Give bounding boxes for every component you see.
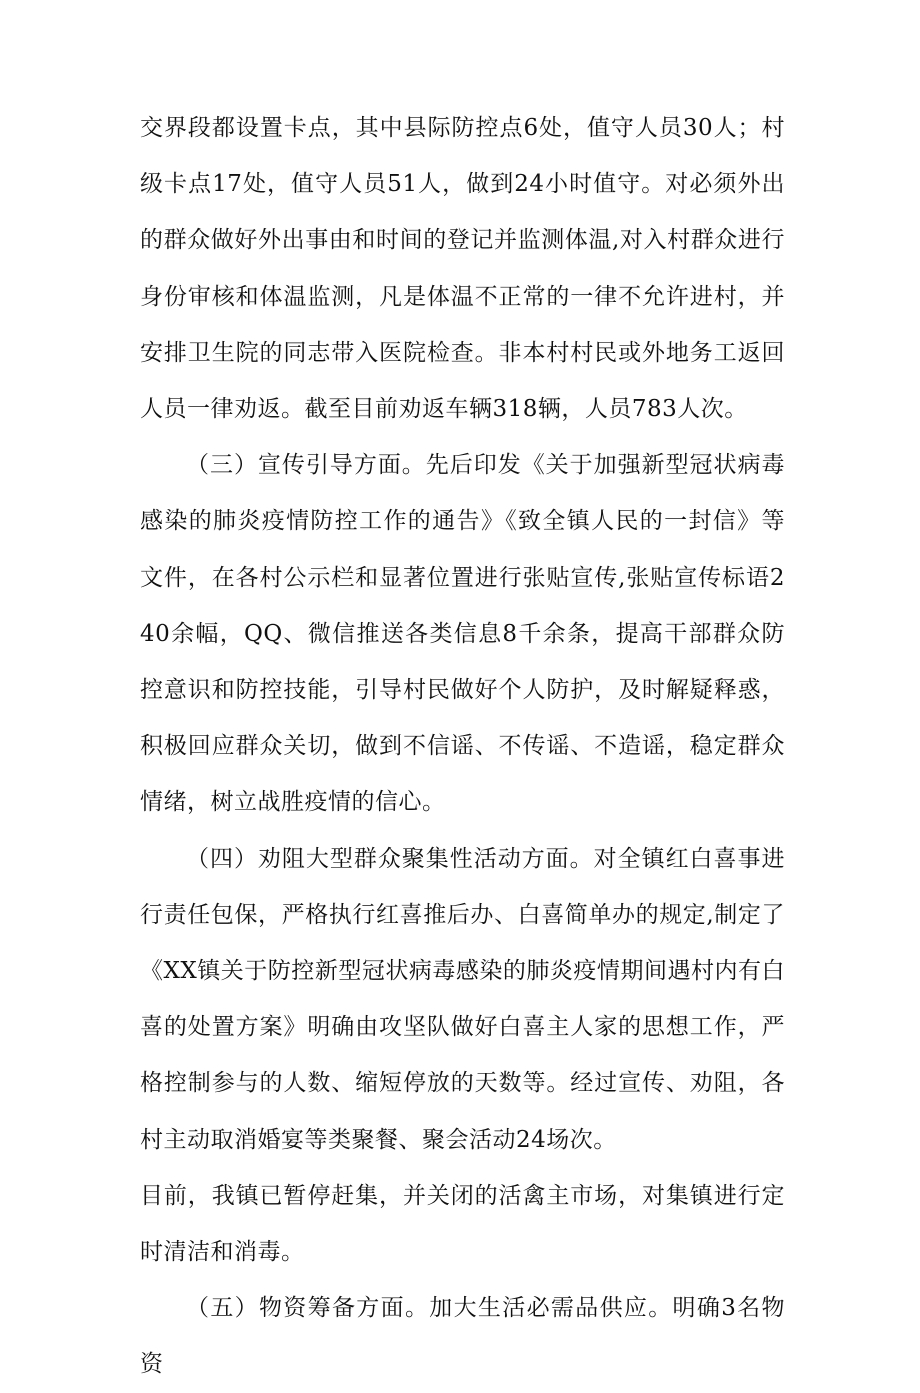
paragraph-market-closure: 目前，我镇已暂停赶集，并关闭的活禽主市场，对集镇进行定时清洁和消毒。 — [140, 1182, 785, 1266]
paragraph-checkpoints: 交界段都设置卡点，其中县际防控点6处，值守人员30人；村级卡点17处，值守人员51人，做到24小时值守。对必须外出的群众做好外出事由和时间的登记并监测体温,对入村群众进行身份审核和体温监测，凡是体温不正常的一律不允许进村，并安排卫生院的同志带入医院检查。非本村村民或外地务工返回人员一律劝返。截至目前劝返车辆318辆，人员783人次。 — [140, 115, 785, 423]
document-page — [140, 100, 785, 1393]
paragraph-publicity: （三）宣传引导方面。先后印发《关于加强新型冠状病毒感染的肺炎疫情防控工作的通告》《致全镇人民的一封信》等文件，在各村公示栏和显著位置进行张贴宣传,张贴宣传标语240余幅，QQ、微信推送各类信息8千余条，提高干部群众防控意识和防控技能，引导村民做好个人防护，及时解疑释惑，积极回应群众关切，做到不信谣、不传谣、不造谣，稳定群众情绪，树立战胜疫情的信心。 — [140, 452, 785, 816]
paragraph-gatherings: （四）劝阻大型群众聚集性活动方面。对全镇红白喜事进行责任包保，严格执行红喜推后办、白喜简单办的规定,制定了《XX镇关于防控新型冠状病毒感染的肺炎疫情期间遇村内有白喜的处置方案》明确由攻坚队做好白喜主人家的思想工作，严格控制参与的人数、缩短停放的天数等。经过宣传、劝阻，各村主动取消婚宴等类聚餐、聚会活动24场次。 — [140, 845, 785, 1153]
paragraph-supplies: （五）物资筹备方面。加大生活必需品供应。明确3名物资 — [140, 1295, 785, 1378]
